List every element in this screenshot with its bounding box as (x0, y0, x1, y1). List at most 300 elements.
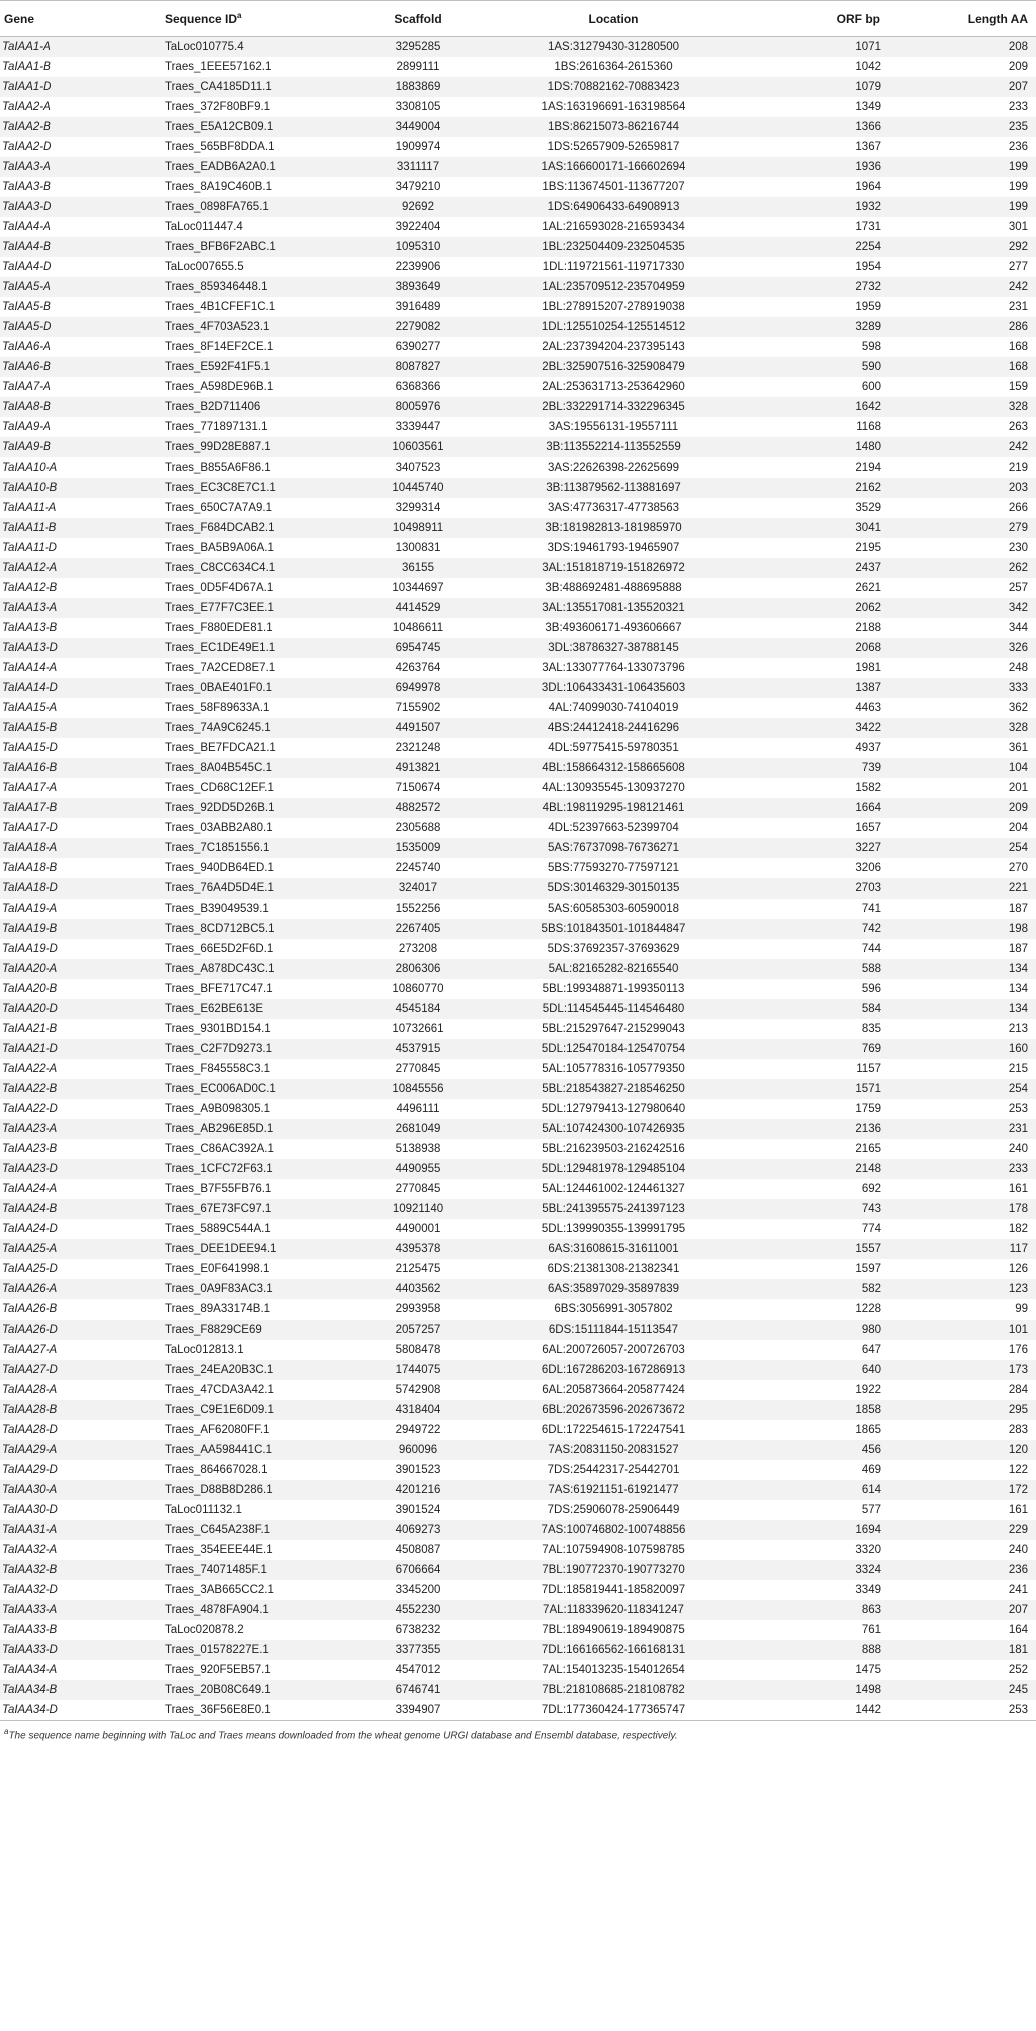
cell-scaffold: 4395378 (395, 1243, 441, 1256)
cell-sequence-id: Traes_0BAE401F0.1 (165, 682, 272, 695)
cell-orf-bp: 1731 (855, 220, 881, 233)
cell-location: 7AL:107594908-107598785 (542, 1544, 685, 1557)
cell-orf-bp: 614 (861, 1483, 881, 1496)
table-row (0, 1660, 1036, 1680)
cell-gene: TaIAA26-A (2, 1283, 58, 1296)
cell-gene: TaIAA2-B (2, 120, 51, 133)
cell-orf-bp: 1964 (855, 180, 881, 193)
table-row (0, 818, 1036, 838)
cell-length-aa: 160 (1008, 1042, 1028, 1055)
cell-orf-bp: 2165 (855, 1143, 881, 1156)
cell-scaffold: 8005976 (395, 401, 441, 414)
table-row (0, 117, 1036, 137)
table-row (0, 337, 1036, 357)
cell-scaffold: 2993958 (395, 1303, 441, 1316)
cell-length-aa: 164 (1008, 1624, 1028, 1637)
cell-length-aa: 123 (1008, 1283, 1028, 1296)
cell-orf-bp: 774 (861, 1223, 881, 1236)
cell-length-aa: 178 (1008, 1203, 1028, 1216)
cell-sequence-id: Traes_67E73FC97.1 (165, 1203, 272, 1216)
cell-scaffold: 4491507 (395, 722, 441, 735)
cell-sequence-id: Traes_A9B098305.1 (165, 1103, 271, 1115)
cell-length-aa: 266 (1008, 501, 1028, 514)
table-row (0, 217, 1036, 237)
cell-orf-bp: 469 (861, 1463, 881, 1476)
cell-location: 3DL:106433431-106435603 (541, 682, 686, 695)
cell-sequence-id: Traes_0A9F83AC3.1 (165, 1283, 273, 1296)
cell-gene: TaIAA3-D (2, 200, 52, 213)
table-row (0, 999, 1036, 1019)
cell-scaffold: 10845556 (392, 1082, 444, 1095)
cell-orf-bp: 3529 (855, 501, 881, 514)
header-sequence-id (165, 1, 356, 37)
cell-location: 5BL:241395575-241397123 (542, 1203, 685, 1216)
cell-sequence-id: Traes_CD68C12EF.1 (165, 782, 274, 795)
table-header (0, 1, 1036, 37)
cell-sequence-id: Traes_4F703A523.1 (165, 321, 270, 334)
cell-orf-bp: 1387 (855, 682, 881, 695)
cell-orf-bp: 3324 (855, 1564, 881, 1577)
cell-scaffold: 6390277 (395, 341, 441, 354)
cell-scaffold: 5742908 (395, 1383, 441, 1396)
cell-orf-bp: 1858 (855, 1403, 881, 1416)
cell-sequence-id: Traes_03ABB2A80.1 (165, 822, 273, 835)
cell-scaffold: 2239906 (395, 261, 441, 274)
cell-location: 6AS:31608615-31611001 (548, 1243, 679, 1256)
footnote-marker: a (4, 1726, 9, 1736)
cell-scaffold: 92692 (402, 200, 434, 213)
cell-orf-bp: 1157 (856, 1062, 881, 1075)
cell-sequence-id: Traes_74071485F.1 (165, 1564, 267, 1577)
cell-length-aa: 231 (1008, 301, 1028, 314)
table-row (0, 758, 1036, 778)
cell-length-aa: 263 (1008, 421, 1028, 434)
table-row (0, 397, 1036, 417)
cell-scaffold: 36155 (402, 561, 434, 574)
cell-orf-bp: 3349 (855, 1584, 881, 1597)
cell-sequence-id: TaLoc011447.4 (165, 220, 243, 233)
cell-length-aa: 213 (1008, 1022, 1028, 1035)
table-row (0, 478, 1036, 498)
header-length (881, 1, 1036, 37)
table-row (0, 1600, 1036, 1620)
cell-length-aa: 342 (1008, 601, 1028, 614)
cell-sequence-id: Traes_354EEE44E.1 (165, 1544, 273, 1557)
table-row (0, 1279, 1036, 1299)
cell-orf-bp: 3227 (855, 842, 881, 855)
cell-gene: TaIAA15-A (2, 702, 58, 715)
cell-sequence-id: Traes_89A33174B.1 (165, 1303, 271, 1316)
cell-gene: TaIAA20-B (2, 982, 58, 995)
cell-sequence-id: Traes_36F56E8E0.1 (165, 1700, 356, 1720)
cell-gene: TaIAA18-D (2, 882, 58, 895)
cell-scaffold: 324017 (398, 882, 438, 895)
cell-length-aa: 161 (1008, 1183, 1028, 1196)
cell-length-aa: 333 (1008, 682, 1028, 695)
cell-length-aa: 279 (1008, 521, 1028, 534)
table-row (0, 1299, 1036, 1319)
table-row (0, 858, 1036, 878)
cell-length-aa: 176 (1008, 1343, 1028, 1356)
cell-scaffold: 4547012 (395, 1664, 441, 1677)
cell-location: 5AL:82165282-82165540 (548, 962, 679, 975)
cell-orf-bp: 1865 (855, 1423, 881, 1436)
cell-gene: TaIAA29-D (2, 1463, 58, 1476)
cell-sequence-id: Traes_8A19C460B.1 (165, 180, 272, 193)
cell-scaffold: 4490955 (395, 1163, 441, 1176)
cell-location: 1BL:232504409-232504535 (542, 240, 685, 253)
table-row (0, 598, 1036, 618)
cell-orf-bp: 741 (861, 902, 881, 915)
cell-sequence-id: Traes_66E5D2F6D.1 (165, 942, 274, 955)
cell-sequence-id: Traes_771897131.1 (165, 421, 268, 434)
cell-length-aa: 233 (1008, 100, 1028, 113)
table-row (0, 1500, 1036, 1520)
cell-scaffold: 4318404 (395, 1403, 441, 1416)
cell-length-aa: 301 (1008, 220, 1028, 233)
cell-gene: TaIAA26-D (2, 1323, 58, 1336)
footnote-text: The sequence name beginning with TaLoc and Traes means downloaded from the wheat genome URGI database and Ensembl database, respectively. (8, 1730, 678, 1742)
cell-orf-bp: 1932 (855, 200, 881, 213)
cell-orf-bp: 2703 (855, 882, 881, 895)
cell-length-aa: 187 (1008, 942, 1028, 955)
cell-location: 3B:113879562-113881697 (546, 481, 681, 494)
cell-gene: TaIAA1-A (2, 40, 51, 53)
cell-scaffold: 4490001 (395, 1223, 441, 1236)
cell-scaffold: 3449004 (395, 120, 441, 133)
cell-gene: TaIAA34-A (2, 1664, 58, 1677)
cell-location: 7AL:154013235-154012654 (542, 1664, 685, 1677)
cell-scaffold: 3893649 (395, 281, 441, 294)
cell-length-aa: 328 (1008, 401, 1028, 414)
cell-scaffold: 1909974 (395, 140, 441, 153)
table-row (0, 718, 1036, 738)
cell-sequence-id: Traes_20B08C649.1 (165, 1684, 271, 1697)
cell-length-aa: 199 (1008, 180, 1028, 193)
cell-location: 3B:493606171-493606667 (545, 621, 682, 634)
cell-length-aa: 236 (1008, 140, 1028, 153)
cell-scaffold: 3295285 (395, 40, 441, 53)
table-footnote (0, 1721, 1017, 1741)
cell-location: 5BL:199348871-199350113 (542, 982, 685, 995)
cell-gene: TaIAA25-A (2, 1243, 58, 1256)
cell-location: 1AL:235709512-235704959 (542, 281, 685, 294)
cell-orf-bp: 1475 (855, 1664, 881, 1677)
table-row (0, 357, 1036, 377)
cell-orf-bp: 2254 (855, 240, 881, 253)
table-row (0, 1700, 1036, 1720)
cell-gene: TaIAA23-A (2, 1123, 58, 1136)
table-row (0, 1440, 1036, 1460)
cell-gene: TaIAA19-A (2, 902, 58, 915)
cell-orf-bp: 1228 (855, 1303, 881, 1316)
header-gene (0, 1, 165, 37)
cell-location: 7AS:20831150-20831527 (548, 1443, 679, 1456)
cell-orf-bp: 1936 (855, 160, 881, 173)
cell-orf-bp: 743 (861, 1203, 881, 1216)
cell-orf-bp: 1959 (855, 301, 881, 314)
cell-length-aa: 252 (1008, 1664, 1028, 1677)
cell-location: 3B:488692481-488695888 (545, 581, 682, 594)
cell-location: 7BL:218108685-218108782 (542, 1684, 685, 1697)
cell-length-aa: 215 (1008, 1062, 1028, 1075)
table-row (0, 1580, 1036, 1600)
cell-location: 3AL:133077764-133073796 (542, 661, 685, 674)
cell-gene: TaIAA14-A (2, 661, 58, 674)
cell-scaffold: 2681049 (395, 1123, 441, 1136)
table-row (0, 919, 1036, 939)
table-body (0, 37, 1036, 1721)
cell-orf-bp: 647 (861, 1343, 881, 1356)
cell-length-aa: 277 (1008, 261, 1028, 274)
cell-length-aa: 262 (1008, 561, 1028, 574)
cell-location: 6BS:3056991-3057802 (554, 1303, 673, 1316)
cell-location: 5DL:129481978-129485104 (541, 1163, 686, 1176)
table-row (0, 1320, 1036, 1340)
cell-scaffold: 7150674 (395, 782, 441, 795)
cell-orf-bp: 1557 (855, 1243, 881, 1256)
table-row (0, 1179, 1036, 1199)
cell-scaffold: 3922404 (395, 220, 441, 233)
cell-sequence-id: Traes_8CD712BC5.1 (165, 922, 275, 935)
cell-gene: TaIAA32-A (2, 1544, 58, 1557)
cell-gene: TaIAA5-A (2, 281, 51, 294)
cell-location: 3AS:47736317-47738563 (547, 501, 680, 514)
cell-location: 2AL:237394204-237395143 (542, 341, 685, 354)
cell-gene: TaIAA1-B (2, 60, 51, 73)
cell-location: 7AL:118339620-118341247 (543, 1604, 684, 1617)
cell-gene: TaIAA8-B (2, 401, 51, 414)
cell-orf-bp: 1922 (855, 1383, 881, 1396)
cell-orf-bp: 3422 (855, 722, 881, 735)
cell-scaffold: 4537915 (395, 1042, 441, 1055)
cell-location: 1BS:113674501-113677207 (542, 180, 685, 193)
cell-location: 5AL:105778316-105779350 (542, 1062, 685, 1075)
cell-length-aa: 168 (1008, 341, 1028, 354)
cell-scaffold: 3901523 (395, 1463, 441, 1476)
cell-orf-bp: 598 (861, 341, 881, 354)
cell-orf-bp: 3206 (855, 862, 881, 875)
cell-scaffold: 2770845 (395, 1062, 441, 1075)
cell-sequence-id: Traes_650C7A7A9.1 (165, 501, 272, 514)
cell-scaffold: 2305688 (395, 822, 441, 835)
table-row (0, 1680, 1036, 1700)
cell-gene: TaIAA5-D (2, 321, 52, 334)
cell-orf-bp: 2188 (855, 621, 881, 634)
cell-gene: TaIAA6-B (2, 361, 51, 374)
cell-sequence-id: Traes_EADB6A2A0.1 (165, 160, 276, 173)
cell-gene: TaIAA22-D (2, 1103, 58, 1115)
cell-orf-bp: 1498 (855, 1684, 881, 1697)
cell-length-aa: 173 (1008, 1363, 1028, 1376)
cell-orf-bp: 2621 (855, 581, 881, 594)
cell-sequence-id: Traes_C86AC392A.1 (165, 1143, 274, 1156)
cell-location: 5BL:218543827-218546250 (542, 1082, 685, 1095)
table-row (0, 137, 1036, 157)
table-row (0, 1119, 1036, 1139)
cell-gene: TaIAA4-D (2, 261, 52, 274)
cell-gene: TaIAA27-A (2, 1343, 58, 1356)
header-scaffold (356, 1, 480, 37)
cell-scaffold: 3339447 (395, 421, 441, 434)
cell-orf-bp: 1954 (855, 261, 881, 274)
cell-location: 6AS:35897029-35897839 (547, 1283, 680, 1296)
cell-location: 7BL:190772370-190773270 (542, 1564, 685, 1577)
cell-orf-bp: 1981 (855, 661, 881, 674)
cell-location: 6AL:205873664-205877424 (542, 1383, 685, 1396)
cell-orf-bp: 590 (861, 361, 881, 374)
cell-gene: TaIAA12-A (2, 561, 58, 574)
cell-gene: TaIAA33-A (2, 1604, 58, 1617)
cell-scaffold: 2125475 (395, 1263, 441, 1276)
cell-length-aa: 361 (1008, 742, 1028, 755)
cell-sequence-id: Traes_A878DC43C.1 (165, 962, 275, 975)
table-row (0, 457, 1036, 477)
cell-sequence-id: Traes_76A4D5D4E.1 (165, 882, 274, 895)
cell-orf-bp: 1571 (855, 1082, 881, 1095)
cell-gene: TaIAA28-B (2, 1403, 58, 1416)
cell-sequence-id: Traes_E0F641998.1 (165, 1263, 270, 1276)
cell-scaffold: 3901524 (395, 1503, 441, 1516)
cell-length-aa: 245 (1008, 1684, 1028, 1697)
cell-sequence-id: Traes_AF62080FF.1 (165, 1423, 270, 1436)
cell-sequence-id: Traes_E5A12CB09.1 (165, 120, 274, 133)
cell-sequence-id: TaLoc011132.1 (165, 1503, 242, 1516)
cell-scaffold: 4552230 (395, 1604, 441, 1617)
cell-scaffold: 6706664 (395, 1564, 441, 1577)
cell-sequence-id: Traes_EC1DE49E1.1 (165, 641, 276, 654)
cell-length-aa: 198 (1008, 922, 1028, 935)
cell-sequence-id: Traes_B855A6F86.1 (165, 461, 271, 474)
cell-scaffold: 1095310 (395, 240, 441, 253)
cell-length-aa: 248 (1008, 661, 1028, 674)
cell-gene: TaIAA31-A (2, 1523, 58, 1536)
table-row (0, 1460, 1036, 1480)
cell-scaffold: 4263764 (395, 661, 441, 674)
cell-location: 7DL:166166562-166168131 (541, 1644, 686, 1657)
cell-gene: TaIAA19-B (2, 922, 58, 935)
cell-location: 4DL:52397663-52399704 (548, 822, 679, 835)
table-row (0, 1199, 1036, 1219)
table-row (0, 698, 1036, 718)
cell-sequence-id: Traes_BA5B9A06A.1 (165, 541, 274, 554)
table-row (0, 498, 1036, 518)
cell-scaffold: 8087827 (395, 361, 441, 374)
cell-location: 1BS:86215073-86216744 (547, 120, 680, 133)
cell-scaffold: 3311117 (396, 160, 440, 173)
cell-sequence-id: TaLoc012813.1 (165, 1343, 244, 1356)
table-row (0, 838, 1036, 858)
cell-scaffold: 3479210 (395, 180, 441, 193)
table-row (0, 237, 1036, 257)
cell-sequence-id: Traes_864667028.1 (165, 1463, 268, 1476)
cell-gene: TaIAA20-D (2, 1002, 58, 1015)
cell-length-aa: 204 (1008, 822, 1028, 835)
table-row (0, 377, 1036, 397)
cell-location: 3AS:19556131-19557111 (548, 421, 679, 434)
cell-orf-bp: 1582 (855, 782, 881, 795)
cell-sequence-id: TaLoc020878.2 (165, 1624, 244, 1637)
cell-scaffold: 10445740 (392, 481, 444, 494)
cell-scaffold: 4913821 (395, 762, 441, 775)
cell-location: 4BS:24412418-24416296 (547, 722, 680, 735)
cell-sequence-id: Traes_9301BD154.1 (165, 1022, 271, 1035)
table-row (0, 177, 1036, 197)
cell-gene: TaIAA16-B (2, 762, 58, 775)
cell-orf-bp: 742 (861, 922, 881, 935)
cell-scaffold: 10921140 (392, 1203, 444, 1216)
cell-scaffold: 10344697 (392, 581, 444, 594)
cell-gene: TaIAA13-D (2, 641, 58, 654)
cell-location: 5DL:139990355-139991795 (541, 1223, 686, 1236)
cell-sequence-id: Traes_7A2CED8E7.1 (165, 661, 276, 674)
table-row (0, 878, 1036, 898)
cell-gene: TaIAA11-B (2, 521, 57, 534)
cell-sequence-id: Traes_7C1851556.1 (165, 842, 270, 855)
cell-location: 7AS:61921151-61921477 (548, 1483, 679, 1496)
cell-gene: TaIAA32-D (2, 1584, 58, 1597)
table-row (0, 57, 1036, 77)
cell-location: 3AL:135517081-135520321 (542, 601, 685, 614)
cell-sequence-id: Traes_372F80BF9.1 (165, 100, 271, 113)
table-row (0, 1540, 1036, 1560)
cell-scaffold: 3377355 (395, 1644, 441, 1657)
cell-location: 6DS:15111844-15113547 (548, 1323, 679, 1336)
cell-length-aa: 117 (1009, 1243, 1028, 1256)
cell-scaffold: 1883869 (395, 80, 441, 93)
cell-location: 5AS:60585303-60590018 (547, 902, 680, 915)
cell-length-aa: 99 (1015, 1303, 1028, 1316)
cell-scaffold: 2899111 (396, 60, 440, 73)
cell-scaffold: 4414529 (395, 601, 441, 614)
cell-sequence-id: Traes_1CFC72F63.1 (165, 1163, 273, 1176)
cell-gene: TaIAA13-B (2, 621, 58, 634)
cell-sequence-id: Traes_AB296E85D.1 (165, 1123, 274, 1136)
table-row (0, 157, 1036, 177)
cell-length-aa: 326 (1008, 641, 1028, 654)
cell-gene: TaIAA11-A (2, 501, 57, 514)
cell-gene: TaIAA34-B (2, 1684, 58, 1697)
cell-sequence-id: Traes_0898FA765.1 (165, 200, 269, 213)
table-row (0, 979, 1036, 999)
cell-scaffold: 2279082 (395, 321, 441, 334)
cell-location: 2BL:332291714-332296345 (542, 401, 685, 414)
cell-location: 1DS:52657909-52659817 (547, 140, 680, 153)
cell-gene: TaIAA22-B (2, 1082, 58, 1095)
cell-sequence-id: Traes_C645A238F.1 (165, 1523, 271, 1536)
cell-length-aa: 284 (1008, 1383, 1028, 1396)
cell-sequence-id: Traes_1EEE57162.1 (165, 60, 272, 73)
table-row (0, 1480, 1036, 1500)
cell-location: 1DS:64906433-64908913 (547, 200, 680, 213)
cell-gene: TaIAA17-D (2, 822, 58, 835)
cell-scaffold: 6738232 (395, 1624, 441, 1637)
cell-location: 1AS:166600171-166602694 (541, 160, 686, 173)
header-orf-label: ORF bp (836, 11, 880, 26)
cell-orf-bp: 1071 (855, 40, 881, 53)
cell-location: 7DL:185819441-185820097 (541, 1584, 686, 1597)
cell-scaffold: 2057257 (395, 1323, 441, 1336)
cell-length-aa: 126 (1008, 1263, 1028, 1276)
cell-length-aa: 229 (1008, 1523, 1028, 1536)
cell-scaffold: 1744075 (395, 1363, 441, 1376)
cell-scaffold: 2806306 (395, 962, 441, 975)
cell-length-aa: 209 (1008, 60, 1028, 73)
cell-orf-bp: 588 (861, 962, 881, 975)
cell-orf-bp: 3289 (855, 321, 881, 334)
table-row (0, 257, 1036, 277)
cell-gene: TaIAA27-D (2, 1363, 58, 1376)
